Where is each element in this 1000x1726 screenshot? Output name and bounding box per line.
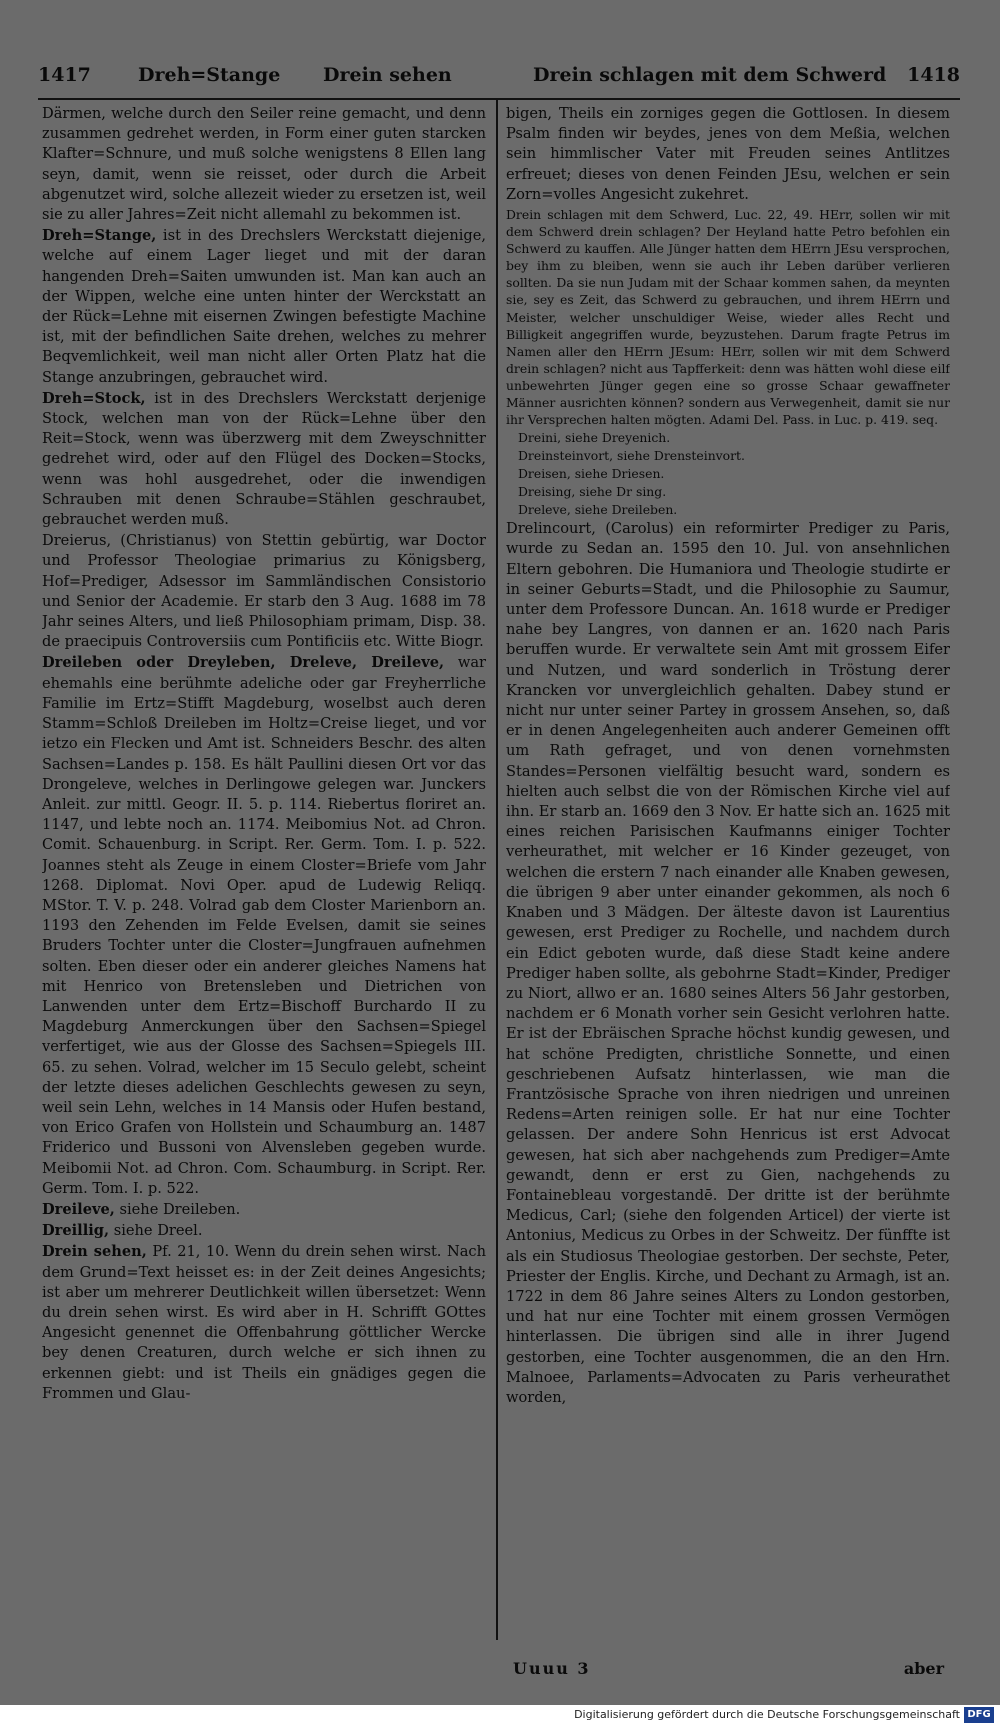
dictionary-entry bbox=[42, 1200, 486, 1220]
page-number-left: 1417 bbox=[38, 64, 91, 86]
header-rule bbox=[38, 98, 960, 100]
text-paragraph bbox=[506, 429, 950, 446]
text-paragraph bbox=[506, 519, 950, 1408]
text-paragraph bbox=[506, 104, 950, 205]
text-paragraph bbox=[506, 447, 950, 464]
entry-text: Drein schlagen mit dem Schwerd, Luc. 22, 49. HErr, sollen wir mit dem Schwerd drein schlagen? Der Heyland hatte Petro befohlen ein Schwerd zu kauffen. Alle Jünger hatten dem HErrn JEsu versprochen, bey ihm zu bleiben, wenn sie auch ihr Leben darüber verlieren sollten. Da sie nun Judam mit der Schaar kommen sahen, da meynten sie, sey es Zeit, das Schwerd zu gebrauchen, und ihrem HErrn und Meister, welcher unschuldiger Weise, wieder alles Recht und Billigkeit angegriffen wurde, beyzustehen. Darum fragte Petrus im Namen aller den HErrn JEsum: HErr, sollen wir mit dem Schwerd drein schlagen? nicht aus Tapfferkeit: denn was hätten wohl diese eilf unbewehrten Jünger gegen eine so grosse Schaar gewaffneter Männer ausrichten können? sondern aus Verwegenheit, damit sie nur ihr Versprechen halten mögten. Adami Del. Pass. in Luc. p. 419. seq. bbox=[506, 207, 950, 428]
entry-text: ist in des Drechslers Werckstatt diejenige, welche auf einem Lager lieget und mit der daran hangenden Dreh=Saiten umwunden ist. Man kan auch an der Wippen, welche eine unten hinter der Werckstatt an der Rück=Lehne mit eisernen Zwingen befestigte Machine ist, mit der befindlichen Saite drehen, welches zu mehrer Beqvemlichkeit, weil man nicht aller Orten Platz hat die Stange anzubringen, gebrauchet wird. bbox=[42, 227, 486, 386]
entry-headword: Dreileve, bbox=[42, 1200, 115, 1218]
text-paragraph bbox=[506, 483, 950, 500]
header-keyword-second: Drein sehen bbox=[323, 64, 452, 86]
entry-text: Pf. 21, 10. Wenn du drein sehen wirst. Nach dem Grund=Text heisset es: in der Zeit deines Angesichts; ist aber um mehrerer Deutlichkeit willen übersetzet: Wenn du drein sehen wirst. Es wird aber in H. Schrifft GOttes Angesicht genennet die Offenbahrung göttlicher Wercke bey denen Creaturen, durch welche er sich ihnen zu erkennen giebt: und ist Theils ein gnädiges gegen die Frommen und Glau- bbox=[42, 1243, 486, 1402]
text-paragraph bbox=[506, 465, 950, 482]
entry-text: Dreisen, siehe Driesen. bbox=[518, 466, 665, 482]
page-footer bbox=[0, 1657, 1000, 1683]
page-number-right: 1418 bbox=[907, 64, 960, 86]
entry-text: bigen, Theils ein zorniges gegen die Gottlosen. In diesem Psalm finden wir beydes, jenes von dem Meßia, welchen sein himmlischer Vater mit Freuden seines Antlitzes erfreuet; dieses von denen Feinden JEsu, welchen er sein Zorn=volles Angesicht zukehret. bbox=[506, 105, 950, 203]
credit-bar bbox=[0, 1705, 1000, 1726]
entry-text: Dreleve, siehe Dreileben. bbox=[518, 502, 678, 518]
header-keyword-third: Drein schlagen mit dem Schwerd bbox=[533, 64, 887, 86]
credit-text: Digitalisierung gefördert durch die Deutsche Forschungsgemeinschaft bbox=[574, 1708, 960, 1721]
text-paragraph bbox=[506, 501, 950, 518]
entry-text: Dreini, siehe Dreyenich. bbox=[518, 430, 671, 446]
entry-headword: Dreh=Stange, bbox=[42, 227, 157, 245]
entry-headword: Dreillig, bbox=[42, 1222, 110, 1240]
signature-mark: Uuuu 3 bbox=[513, 1659, 591, 1678]
entry-headword: Drein sehen, bbox=[42, 1243, 147, 1261]
dictionary-entry bbox=[42, 389, 486, 530]
entry-text: Drelincourt, (Carolus) ein reformirter Prediger zu Paris, wurde zu Sedan an. 1595 den 10. Jul. von ansehnlichen Eltern gebohren. Die Humaniora und Theologie studirte er in seiner Geburts=Stadt, und die Philosophie zu Saumur, unter dem Professore Duncan. An. 1618 wurde er Prediger nahe bey Langres, von dannen er an. 1620 nach Paris beruffen wurde. Er verwaltete sein Amt mit grossem Eifer und Nutzen, und ward sonderlich in Tröstung derer Krancken vor unvergleichlich gehalten. Dabey stund er nicht nur unter seiner Partey in grossem Ansehen, so, daß er in denen Angelegenheiten auch anderer Gemeinen offt um Rath gefraget, und von denen vornehmsten Standes=Personen vielfältig besucht ward, sondern es hielten auch selbst die von der Römischen Kirche viel auf ihn. Er starb an. 1669 den 3 Nov. Er hatte sich an. 1625 mit eines reichen Parisischen Kaufmanns einiger Tochter verheurathet, mit welcher er 16 Kinder gezeuget, von welchen die erstern 7 nach einander alle Knaben gewesen, die übrigen 9 aber unter einander gekommen, als noch 6 Knaben und 3 Mädgen. Der älteste davon ist Laurentius gewesen, erst Prediger zu Rochelle, und nachdem durch ein Edict geboten wurde, daß diese Stadt keine andere Prediger haben sollte, als gebohrne Stadt=Kinder, Prediger zu Niort, allwo er an. 1680 seines Alters 56 Jahr gestorben, nachdem er 6 Monath vorher sein Gesicht verlohren hatte. Er ist der Ebräischen Sprache höchst kundig gewesen, und hat schöne Predigten, christliche Sonnette, und einen geschriebenen Aufsatz hinterlassen, wie man die Frantzösische Sprache von ihren niedrigen und unreinen Redens=Arten reinigen solle. Er hat nur eine Tochter gelassen. Der andere Sohn Henricus ist erst Advocat gewesen, hat sich aber nachgehends zum Prediger=Amte gewandt, denn er erst zu Gien, nachgehends zu Fontainebleau vorgestandē. Der dritte ist der berühmte Medicus, Carl; (siehe den folgenden Articel) der vierte ist Antonius, Medicus zu Orbes in der Schweitz. Der fünffte ist als ein Studiosus Theologiae gestorben. Der sechste, Peter, Priester der Englis. Kirche, und Dechant zu Armagh, ist an. 1722 in dem 86 Jahre seines Alters zu London gestorben, und hat nur eine Tochter mit einem grossen Vermögen hinterlassen. Die übrigen sind alle in ihrer Jugend gestorben, eine Tochter ausgenommen, die an den Hrn. Malnoee, Parlaments=Advocaten zu Paris verheurathet worden, bbox=[506, 520, 950, 1406]
dictionary-entry bbox=[42, 1221, 486, 1241]
header-keyword-first: Dreh=Stange bbox=[138, 64, 281, 86]
dictionary-entry bbox=[42, 226, 486, 388]
right-column bbox=[506, 104, 950, 1649]
entry-text: ist in des Drechslers Werckstatt derjenige Stock, welchen man von der Rück=Lehne über den Reit=Stock, wenn was überzwerg mit dem Zweyschnitter gedrehet wird, oder auf den Flügel des Docken=Stocks, wenn was hohl ausgedrehet, oder die inwendigen Schrauben mit denen Schraube=Stählen geschraubet, gebrauchet werden muß. bbox=[42, 389, 486, 529]
entry-text: siehe Dreel. bbox=[109, 1222, 203, 1240]
text-paragraph bbox=[42, 104, 486, 225]
entry-text: siehe Dreileben. bbox=[114, 1200, 241, 1218]
text-paragraph bbox=[506, 206, 950, 428]
catchword: aber bbox=[903, 1659, 944, 1678]
entry-text: Därmen, welche durch den Seiler reine gemacht, und denn zusammen gedrehet werden, in Form einer guten starcken Klafter=Schnure, und muß solche wenigstens 8 Ellen lang seyn, damit, wenn sie reisset, oder durch die Arbeit abgenutzet wird, solche allezeit wieder zu ersetzen ist, weil sie zu aller Jahres=Zeit nicht allemahl zu bekommen ist. bbox=[42, 105, 486, 224]
entry-text: Dreierus, (Christianus) von Stettin gebürtig, war Doctor und Professor Theologiae primarius zu Königsberg, Hof=Prediger, Adsessor im Sammländischen Consistorio und Senior der Academie. Er starb den 3 Aug. 1688 im 78 Jahr seines Alters, und ließ Philosophiam primam, Disp. 38. de praecipuis Controversiis cum Pontificiis etc. Witte Biogr. bbox=[42, 532, 486, 651]
page-header bbox=[38, 60, 960, 96]
text-paragraph bbox=[42, 531, 486, 652]
dfg-logo: DFG bbox=[964, 1707, 994, 1723]
dictionary-entry bbox=[42, 653, 486, 1198]
dictionary-entry bbox=[42, 1242, 486, 1404]
entry-headword: Dreh=Stock, bbox=[42, 389, 146, 407]
entry-text: Dreising, siehe Dr sing. bbox=[518, 484, 667, 500]
entry-headword: Dreileben oder Dreyleben, Dreleve, Dreileve, bbox=[42, 654, 445, 672]
entry-text: Dreinsteinvort, siehe Drensteinvort. bbox=[518, 448, 745, 464]
column-divider bbox=[496, 100, 498, 1640]
entry-text: war ehemahls eine berühmte adeliche oder gar Freyherrliche Familie im Ertz=Stifft Magdeburg, woselbst auch deren Stamm=Schloß Dreileben im Holtz=Creise lieget, und vor ietzo ein Flecken und Amt ist. Schneiders Beschr. des alten Sachsen=Landes p. 158. Es hält Paullini diesen Ort vor das Drongeleve, welches in Derlingowe gelegen war. Junckers Anleit. zur mittl. Geogr. II. 5. p. 114. Riebertus floriret an. 1147, und lebte noch an. 1174. Meibomius Not. ad Chron. Comit. Schauenburg. in Script. Rer. Germ. Tom. I. p. 522. Joannes steht als Zeuge in einem Closter=Briefe vom Jahr 1268. Diplomat. Novi Oper. apud de Ludewig Reliqq. MStor. T. V. p. 248. Volrad gab dem Closter Marienborn an. 1193 den Zehenden im Felde Evelsen, damit sie seines Bruders Tochter unter die Closter=Jungfrauen aufnehmen solten. Eben dieser oder ein anderer gleiches Namens hat mit Henrico von Bretensleben und Dietrichen von Lanwenden unter dem Ertz=Bischoff Burchardo II zu Magdeburg Anmerckungen über den Sachsen=Spiegel verfertiget, wie aus der Glosse des Sachsen=Spiegels III. 65. zu sehen. Volrad, welcher im 15 Seculo gelebt, scheint der letzte dieses adelichen Geschlechts gewesen zu seyn, weil sein Lehn, welches in 14 Mansis oder Hufen bestand, von Erico Grafen von Hollstein und Schaumburg an. 1487 Friderico und Bussoni von Alvensleben gegeben wurde. Meibomii Not. ad Chron. Com. Schaumburg. in Script. Rer. Germ. Tom. I. p. 522. bbox=[42, 654, 486, 1197]
left-column bbox=[42, 104, 486, 1649]
